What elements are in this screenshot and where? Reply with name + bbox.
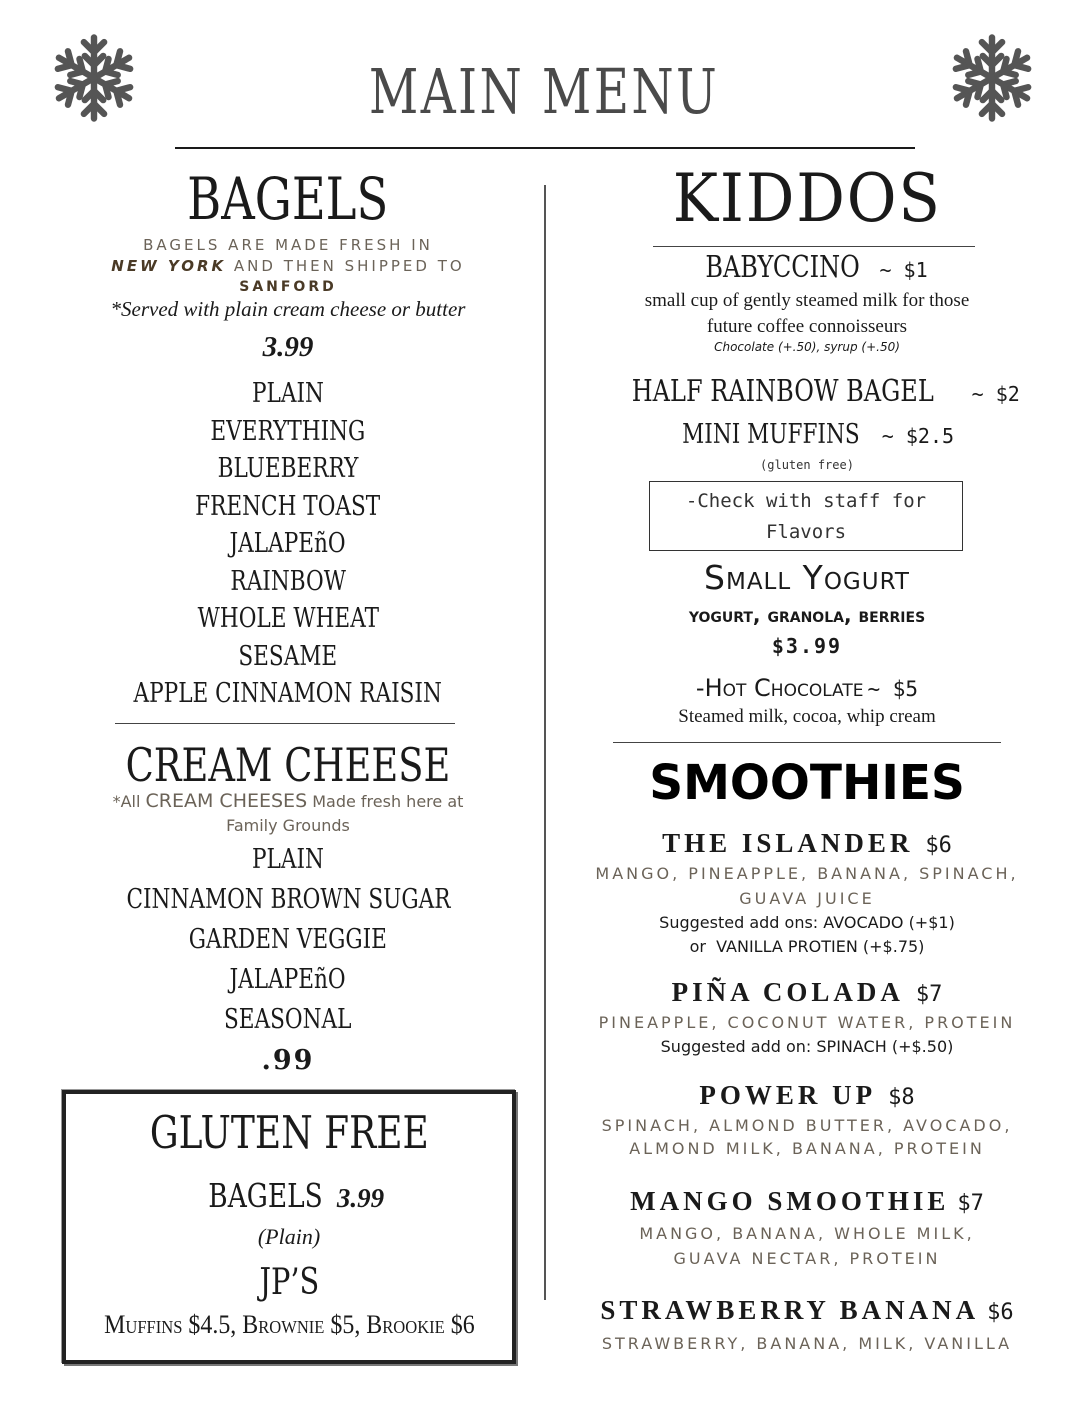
list-item: SEASONAL — [224, 1004, 352, 1035]
kiddos-divider — [653, 246, 975, 247]
half-rainbow-bagel: HALF RAINBOW BAGEL ~ $2 — [631, 374, 1020, 409]
bagels-title: BAGELS — [187, 165, 389, 233]
column-divider — [544, 185, 546, 1300]
smoothie-pina-colada: PIÑA COLADA $7 — [671, 977, 943, 1007]
list-item: JALAPEñO — [229, 528, 347, 559]
jps-title: JP’S — [259, 1262, 319, 1303]
smoothies-title: SMOOTHIES — [649, 755, 965, 811]
smoothie-mango: MANGO SMOOTHIE $7 — [630, 1186, 984, 1216]
islander-addons-1: Suggested add ons: AVOCADO (+$1) — [659, 913, 955, 932]
babyccino-desc-line1: small cup of gently steamed milk for those — [644, 290, 970, 311]
cream-cheese-note: *All CREAM CHEESES Made fresh here at — [112, 790, 464, 812]
mini-muffins: MINI MUFFINS ~ $2.5 — [682, 419, 955, 450]
bagels-served-note: *Served with plain cream cheese or butter — [110, 297, 466, 321]
small-yogurt-desc: yogurt, granola, berries — [688, 603, 926, 627]
bagels-list — [60, 378, 516, 716]
smoothie-islander: THE ISLANDER $6 — [662, 828, 952, 858]
gluten-free-box — [62, 1090, 516, 1364]
list-item: FRENCH TOAST — [195, 490, 381, 522]
power-up-ingredients-2: ALMOND MILK, BANANA, PROTEIN — [629, 1139, 985, 1158]
list-item: PLAIN — [252, 378, 324, 409]
cream-cheese-note-line2: Family Grounds — [226, 816, 350, 835]
list-item: CINNAMON BROWN SUGAR — [125, 884, 450, 915]
cream-cheese-price: .99 — [261, 1045, 315, 1076]
bagels-divider — [115, 723, 455, 724]
babyccino-addons: Chocolate (+.50), syrup (+.50) — [714, 340, 900, 354]
list-item: EVERYTHING — [210, 415, 366, 447]
smoothie-strawberry-banana: STRAWBERRY BANANA $6 — [600, 1295, 1014, 1325]
list-item: RAINBOW — [230, 565, 346, 597]
list-item: JALAPEñO — [229, 964, 347, 995]
mini-muffins-note: (gluten free) — [760, 458, 854, 472]
page-title: MAIN MENU — [368, 55, 720, 128]
bagels-note-line2: NEW YORK AND THEN SHIPPED TO — [111, 257, 465, 275]
list-item: SESAME — [238, 640, 338, 672]
small-yogurt-title: Small Yogurt — [704, 558, 910, 597]
cream-cheese-title: CREAM CHEESE — [125, 738, 451, 792]
list-item: WHOLE WHEAT — [197, 603, 379, 634]
pina-colada-ingredients: PINEAPPLE, COCONUT WATER, PROTEIN — [598, 1013, 1016, 1032]
islander-ingredients-2: GUAVA JUICE — [739, 889, 875, 908]
bagels-price: 3.99 — [262, 331, 314, 363]
kiddos-title: KIDDOS — [672, 160, 942, 237]
jps-items: Muffins $4.5, Brownie $5, Brookie $6 — [103, 1310, 475, 1339]
strawberry-banana-ingredients: STRAWBERRY, BANANA, MILK, VANILLA — [601, 1334, 1013, 1353]
mango-ingredients-2: GUAVA NECTAR, PROTEIN — [673, 1249, 941, 1268]
smoothie-power-up: POWER UP $8 — [699, 1080, 915, 1110]
small-yogurt-price: $3.99 — [771, 634, 843, 658]
hot-chocolate-desc: Steamed milk, cocoa, whip cream — [678, 706, 936, 727]
list-item: BLUEBERRY — [217, 453, 359, 484]
title-divider — [175, 147, 915, 149]
gluten-free-bagels: BAGELS 3.99 — [208, 1176, 385, 1215]
kiddos-bottom-divider — [613, 742, 1001, 743]
islander-ingredients-1: MANGO, PINEAPPLE, BANANA, SPINACH, — [595, 864, 1019, 883]
cream-cheese-list — [60, 844, 516, 1044]
gluten-free-title: GLUTEN FREE — [149, 1106, 429, 1159]
babyccino-desc-line2: future coffee connoisseurs — [706, 316, 908, 337]
islander-addons-2: or VANILLA PROTIEN (+$.75) — [689, 937, 925, 956]
hot-chocolate: -Hot Chocolate ~ $5 — [695, 674, 919, 702]
mango-ingredients-1: MANGO, BANANA, WHOLE MILK, — [639, 1224, 975, 1243]
list-item: APPLE CINNAMON RAISIN — [133, 678, 443, 709]
flavors-box: -Check with staff for Flavors — [649, 481, 963, 551]
gluten-free-bagels-note: (Plain) — [257, 1224, 321, 1249]
bagels-note-sanford: SANFORD — [239, 279, 337, 295]
bagels-note-line1: BAGELS ARE MADE FRESH IN — [143, 236, 433, 254]
babyccino-heading: BABYCCINO ~ $1 — [705, 250, 928, 285]
pina-colada-addons: Suggested add on: SPINACH (+$.50) — [660, 1037, 954, 1056]
list-item: GARDEN VEGGIE — [188, 924, 388, 955]
power-up-ingredients-1: SPINACH, ALMOND BUTTER, AVOCADO, — [601, 1116, 1013, 1135]
list-item: PLAIN — [252, 844, 324, 875]
